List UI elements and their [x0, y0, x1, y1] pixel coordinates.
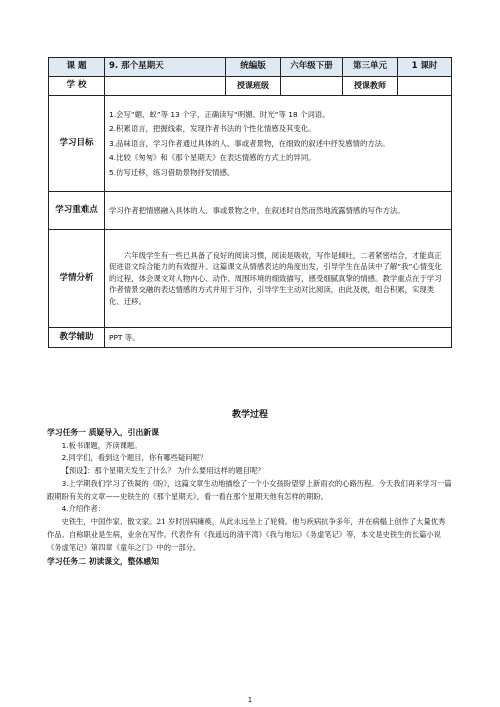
unit-cell: 第三单元 — [343, 58, 398, 77]
goals-label: 学习目标 — [49, 96, 105, 192]
class-value — [281, 77, 343, 96]
process-body — [47, 426, 452, 568]
grade-cell: 六年级下册 — [281, 58, 343, 77]
goal-item: 3.品味语言，学习作者通过具体的人、事或者景物，在细致的叙述中抒发感情的方法。 — [109, 138, 390, 148]
author-intro: 史铁生，中国作家、散文家。21 岁时因病瘫痪，从此永远坐上了轮椅。他与疾病抗争多年，并在病榻上创作了大量优秀作品。自称职业是生病，业余在写作。代表作有《我遥远的清平湾》《我与地坛》《务虚笔记》等，本文是史铁生的长篇小说《务虚笔记》第四章《童年之门》中的一部分。 — [47, 517, 446, 552]
keypoints-text: 学习作者把情感融入具体的人、事或景物之中，在叙述时自然而然地流露情感的写作方法。 — [105, 192, 452, 230]
task1-heading: 学习任务一 质疑导入，引出新课 — [47, 428, 159, 437]
paragraph: 1.板书课题，齐读课题。 — [61, 440, 142, 450]
aids-text: PPT 等。 — [105, 328, 452, 348]
task2-heading: 学习任务二 初读课文，整体感知 — [47, 556, 159, 566]
course-label: 课 题 — [49, 58, 105, 77]
goal-item: 5.仿写迁移，练习借助景物抒发情感。 — [109, 167, 235, 177]
edition-cell: 统编版 — [226, 58, 281, 77]
page-number: 1 — [247, 696, 253, 704]
lesson-plan-table — [48, 57, 452, 348]
paragraph: 2.同学们，看到这个题目，你有哪些疑问呢？ — [61, 453, 208, 463]
table-row — [49, 77, 452, 96]
aids-label: 教学辅助 — [49, 328, 105, 348]
table-row — [49, 96, 452, 192]
hours-cell: 1 课时 — [398, 58, 452, 77]
table-row — [49, 328, 452, 348]
analysis-text: 六年级学生有一些已具备了良好的阅读习惯，阅读是吸收，写作是倾吐，二者紧密结合，才能真正促进语文综合能力的有效提升。这篇课文从情感表达的角度出发，引导学生在品读中了解“我”心情变化的过程，体会课文对人物内心、动作、周围环境的细致描写，感受细腻真挚的情感。教学重点在于学习作者情景交融的表达情感的方式并用于习作，引导学生主动对比阅读，由此及彼，组合积累，实现类化、迁移。 — [109, 250, 442, 306]
class-label: 授课班级 — [226, 77, 281, 96]
paragraph: 【预设】：那个星期天发生了什么？ 为什么要用这样的题目呢？ — [61, 466, 265, 476]
school-label: 学 校 — [49, 77, 105, 96]
teacher-value — [398, 77, 452, 96]
goals-list — [105, 96, 452, 192]
lesson-title: 9. 那个星期天 — [105, 58, 226, 77]
keypoints-label: 学习重难点 — [49, 192, 105, 230]
table-row — [49, 230, 452, 328]
teacher-label: 授课教师 — [343, 77, 398, 96]
goal-item: 2.积累语言，把握线索，发现作者书法的个性化情感及其变化。 — [109, 124, 316, 134]
paragraph: 3.上学期我们学习了铁凝的《盼》，这篇文章生动地描绘了一个小女孩盼望穿上新雨衣的心路历程。今天我们再来学习一篇跟期盼有关的文章——史铁生的《那个星期天》，看一看在那个星期天他有怎样的期盼。 — [47, 478, 452, 501]
table-row — [49, 58, 452, 77]
analysis-cell — [105, 230, 452, 328]
school-value — [105, 77, 226, 96]
goal-item: 1.会写“媚、蚁”等 13 个字，正确读写“明媚、时光”等 18 个词语。 — [109, 109, 330, 119]
table-row — [49, 192, 452, 230]
analysis-label: 学情分析 — [49, 230, 105, 328]
goal-item: 4.比较《匆匆》和《那个星期天》在表达情感的方式上的异同。 — [109, 153, 316, 163]
process-title: 教学过程 — [231, 410, 268, 420]
paragraph: 4.介绍作者： — [61, 504, 106, 514]
